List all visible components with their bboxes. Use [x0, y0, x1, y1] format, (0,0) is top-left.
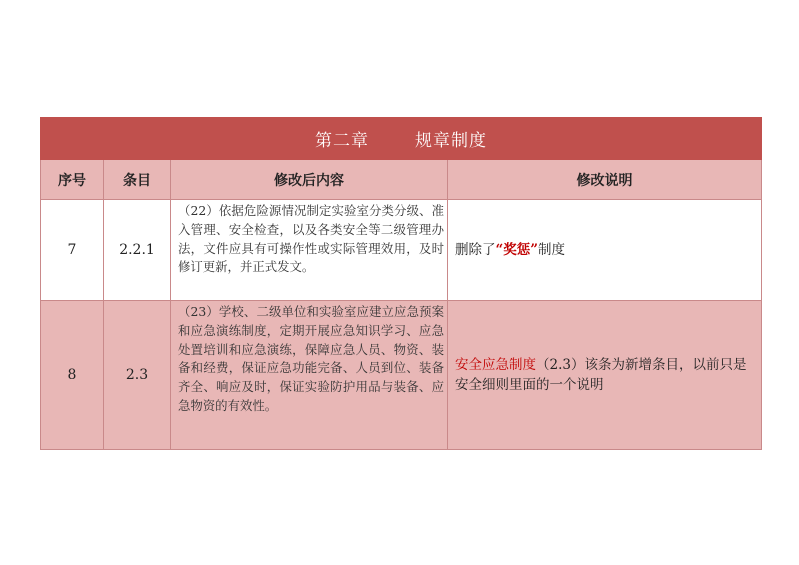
chapter-name: 规章制度 [415, 131, 487, 151]
row-content: （22）依据危险源情况制定实验室分类分级、准入管理、安全检查，以及各类安全等二级管理办法，文件应具有可操作性或实际管理效用，及时修订更新，并正式发文。 [171, 200, 448, 301]
row-content: （23）学校、二级单位和实验室应建立应急预案和应急演练制度，定期开展应急知识学习、应急处置培训和应急演练，保障应急人员、物资、装备和经费，保证应急功能完备、人员到位、装备齐全、响应及时，保证实验防护用品与装备、应急物资的有效性。 [171, 301, 448, 450]
column-header-row [41, 160, 762, 200]
note-text: 删除了 [455, 242, 496, 258]
note-text: （2.3）该条为新增条目，以前只是安全细则里面的一个说明 [455, 357, 747, 393]
table-title [41, 118, 762, 160]
row-clause: 2.3 [104, 301, 171, 450]
row-clause: 2.2.1 [104, 200, 171, 301]
row-note [448, 301, 762, 450]
header-num: 序号 [41, 160, 104, 200]
table-row [41, 200, 762, 301]
regulations-table [40, 117, 762, 450]
header-clause: 条目 [104, 160, 171, 200]
row-note [448, 200, 762, 301]
note-highlight: “奖惩” [495, 242, 539, 258]
note-text: 制度 [538, 242, 566, 258]
chapter-label: 第二章 [315, 131, 369, 151]
note-highlight: 安全应急制度 [455, 357, 536, 373]
table-row [41, 301, 762, 450]
table-title-row [41, 118, 762, 160]
header-content: 修改后内容 [171, 160, 448, 200]
row-num: 8 [41, 301, 104, 450]
row-num: 7 [41, 200, 104, 301]
header-note: 修改说明 [448, 160, 762, 200]
